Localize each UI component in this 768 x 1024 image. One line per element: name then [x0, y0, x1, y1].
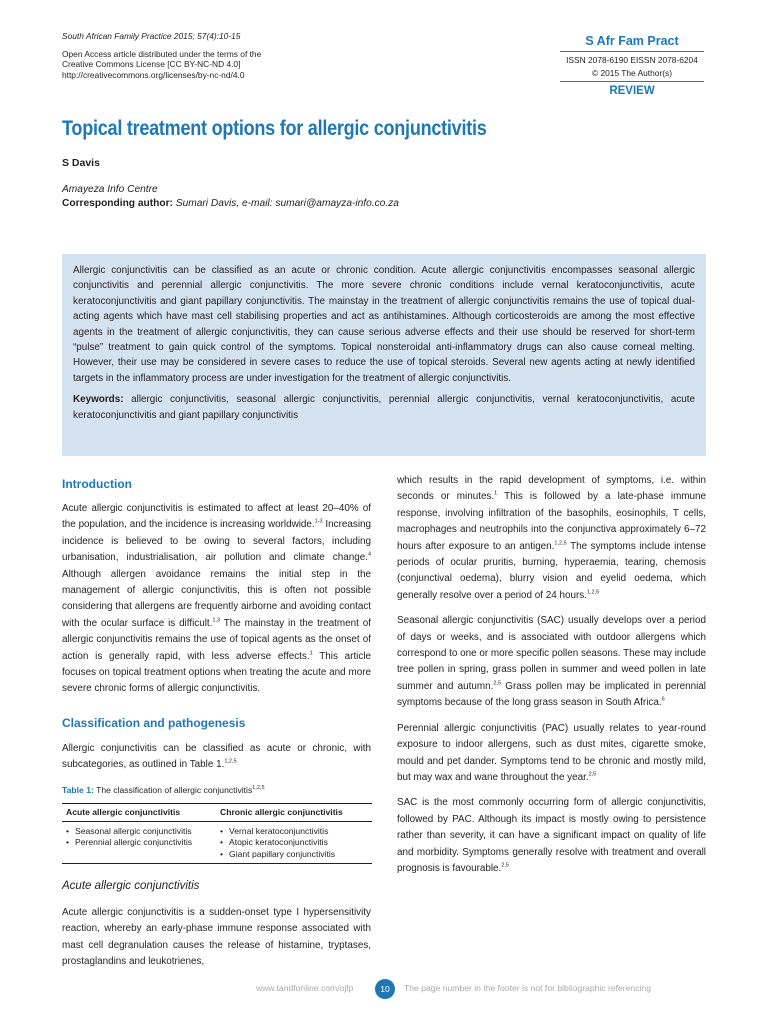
citation-ref: 1,3 [212, 617, 221, 624]
acute-heading: Acute allergic conjunctivitis [62, 880, 200, 892]
citation-ref: 6 [661, 696, 665, 703]
intro-heading: Introduction [62, 477, 132, 491]
table-row [62, 822, 372, 865]
article-title: Topical treatment options for allergic conjunctivitis [62, 117, 487, 140]
citation-ref: 1,2,5 [554, 540, 567, 547]
list-item: • Giant papillary conjunctivitis [220, 849, 372, 861]
citation-ref: 2,5 [493, 680, 502, 687]
acute-text: Acute allergic conjunctivitis is a sudden-onset type I hypersensitivity reaction, whereby an early-phase immune response associated with mast cell degranulation causes the release of histamine, tryptases, prostaglandins and leukotrienes, [62, 907, 371, 968]
corresponding-detail[interactable]: Sumari Davis, e-mail: sumari@amayza-info.co.za [172, 198, 399, 209]
citation-ref: 1,2,5 [252, 785, 265, 792]
paragraph-text: Seasonal allergic conjunctivitis (SAC) usually develops over a period of days or weeks, and is associated with outdoor allergens which correspond to one or more specific pollen seasons. These may include tree pollen in spring, grass pollen in summer and weed pollen in late summer and autumn. [397, 615, 706, 692]
journal-abbrev: S Afr Fam Pract [560, 34, 704, 52]
citation-ref: 1-3 [314, 519, 323, 526]
table-header-chronic: Chronic allergic conjunctivitis [220, 807, 343, 817]
table-caption-text: The classification of allergic conjunctivitis [93, 785, 253, 795]
copyright: © 2015 The Author(s) [591, 68, 673, 78]
intro-paragraph [62, 501, 371, 698]
citation-ref: 4 [367, 551, 371, 558]
paragraph-text: Perennial allergic conjunctivitis (PAC) usually relates to year-round exposure to indoor allergens, such as dust mites, cigarette smoke, mould and pet dander. Symptoms tend to be chronic and mostly mild, but may wax and wane throughout the year. [397, 722, 706, 783]
table-caption [62, 785, 265, 795]
issn: ISSN 2078-6190 EISSN 2078-6204 [566, 55, 698, 65]
classification-paragraph [62, 741, 371, 774]
license-url[interactable]: http://creativecommons.org/licenses/by-nc-nd/4.0 [62, 69, 245, 80]
table-cell-chronic [216, 826, 372, 861]
list-item: • Perennial allergic conjunctivitis [66, 837, 216, 849]
paragraph-text: This is followed by a late-phase immune response, involving infiltration of the basophils, eosinophils, T cells, macrophages and neutrophils into the conjunctiva approximately 6–72 hours after exposure to an antigen. [397, 491, 707, 552]
affiliation [62, 183, 399, 211]
footer-note: The page number in the footer is not for bibliographic referencing [404, 983, 651, 993]
intro-text: Increasing incidence is believed to be owing to several factors, including urbanisation, industrialisation, air pollution and climate change. [62, 519, 371, 564]
institution: Amayeza Info Centre [62, 184, 158, 195]
abstract-text: Allergic conjunctivitis can be classified as an acute or chronic condition. Acute allergic conjunctivitis encompasses seasonal allergic conjunctivitis and perennial allergic conjunctivitis. The more severe chronic conditions include vernal keratoconjunctivitis, acute keratoconjunctivitis and giant papillary conjunctivitis. The mainstay in the treatment of allergic conjunctivitis remains the use of topical dual-acting agents which have mast cell stabilising properties and act as antihistamines. Although corticosteroids are among the most effective agents in the treatment of allergic conjunctivitis, they can cause serious adverse effects and their use should be reserved for short-term “pulse” treatment to gain quick control of the symptoms. Topical nonsteroidal anti-inflammatory drugs can also cause corneal melting. However, their use may be considered in severe cases to reduce the use of topical steroids. Several new agents acting at newly identified targets in the inflammatory process are under investigation for the treatment of allergic conjunctivitis. [73, 265, 695, 384]
table-header-row [62, 803, 372, 822]
paragraph-text: The symptoms include intense periods of ocular pruritis, burning, hyperaemia, tearing, chemosis (conjunctival oedema), blurry vision and eyelid oedema, which generally resolve over a period of 24 hours. [397, 540, 706, 601]
journal-info [560, 34, 704, 98]
right-column [397, 473, 706, 877]
citation-ref: 1,2,5 [586, 589, 600, 596]
paragraph-text: which results in the rapid development of symptoms, i.e. within seconds or minutes. [397, 475, 706, 503]
license-line: Creative Commons License [CC BY-NC-ND 4.0] [62, 59, 241, 70]
author-name: S Davis [62, 157, 100, 169]
citation-ref: 1 [309, 650, 313, 657]
citation-ref: 2,5 [588, 771, 597, 778]
footer-url[interactable]: www.tandfonline.com/ojfp [256, 983, 354, 993]
corresponding-label: Corresponding author: [62, 198, 173, 209]
intro-text: Acute allergic conjunctivitis is estimated to affect at least 20–40% of the population, and the incidence is increasing worldwide. [62, 503, 371, 531]
intro-text: This article focuses on topical treatment options when treating the acute and more severe chronic forms of allergic conjunctivitis. [62, 650, 372, 695]
journal-citation: South African Family Practice 2015; 57(4):10-15 [62, 31, 241, 41]
page-number: 10 [375, 979, 395, 999]
article-type: REVIEW [560, 81, 704, 98]
classification-text: Allergic conjunctivitis can be classified as acute or chronic, with subcategories, as outlined in Table 1. [62, 743, 371, 771]
corresponding-author [62, 197, 399, 211]
keywords [73, 392, 695, 423]
classification-heading: Classification and pathogenesis [62, 716, 246, 730]
table-label: Table 1: [62, 785, 94, 795]
paragraph [397, 613, 706, 711]
paragraph [397, 795, 706, 877]
license-line: Open Access article distributed under the terms of the [62, 49, 262, 60]
list-item: • Atopic keratoconjunctivitis [220, 837, 372, 849]
intro-text: The mainstay in the treatment of allergic conjunctivitis remains the use of topical agents as the onset of action is generally rapid, with less adverse effects. [62, 617, 371, 662]
page-footer [0, 979, 768, 999]
citation-ref: 2,5 [501, 862, 509, 869]
citation-ref: 1,2,5 [224, 759, 237, 766]
intro-text: Although allergen avoidance remains the initial step in the management of allergic conjunctivitis, this is often not possible considering that allergens are frequently airborne and avoiding contact with the ocular surface is difficult. [62, 568, 371, 629]
abstract-box [62, 254, 706, 456]
classification-table [62, 803, 372, 864]
acute-paragraph [62, 905, 371, 971]
list-item: • Vernal keratoconjunctivitis [220, 826, 372, 838]
keywords-label: Keywords: [73, 394, 124, 406]
paragraph [397, 473, 706, 604]
table-header-acute: Acute allergic conjunctivitis [66, 807, 181, 817]
list-item: • Seasonal allergic conjunctivitis [66, 826, 216, 838]
keywords-list: allergic conjunctivitis, seasonal allergic conjunctivitis, perennial allergic conjunctivitis, vernal keratoconjunctivitis, acute keratoconjunctivitis and giant papillary conjunctivitis [73, 394, 695, 421]
article-metadata [62, 31, 362, 80]
table-cell-acute [62, 826, 216, 861]
citation-ref: 1 [494, 491, 498, 498]
paragraph [397, 721, 706, 787]
paragraph-text: Grass pollen may be implicated in perennial symptoms because of the long grass season in South Africa. [397, 680, 706, 709]
paragraph-text: SAC is the most commonly occurring form of allergic conjunctivitis, followed by PAC. Although its impact is mostly owing to persistence rather than severity, it can have a significant impact on quality of life and morbidity. Symptoms generally resolve with treatment and overall prognosis is favourable. [397, 797, 706, 874]
